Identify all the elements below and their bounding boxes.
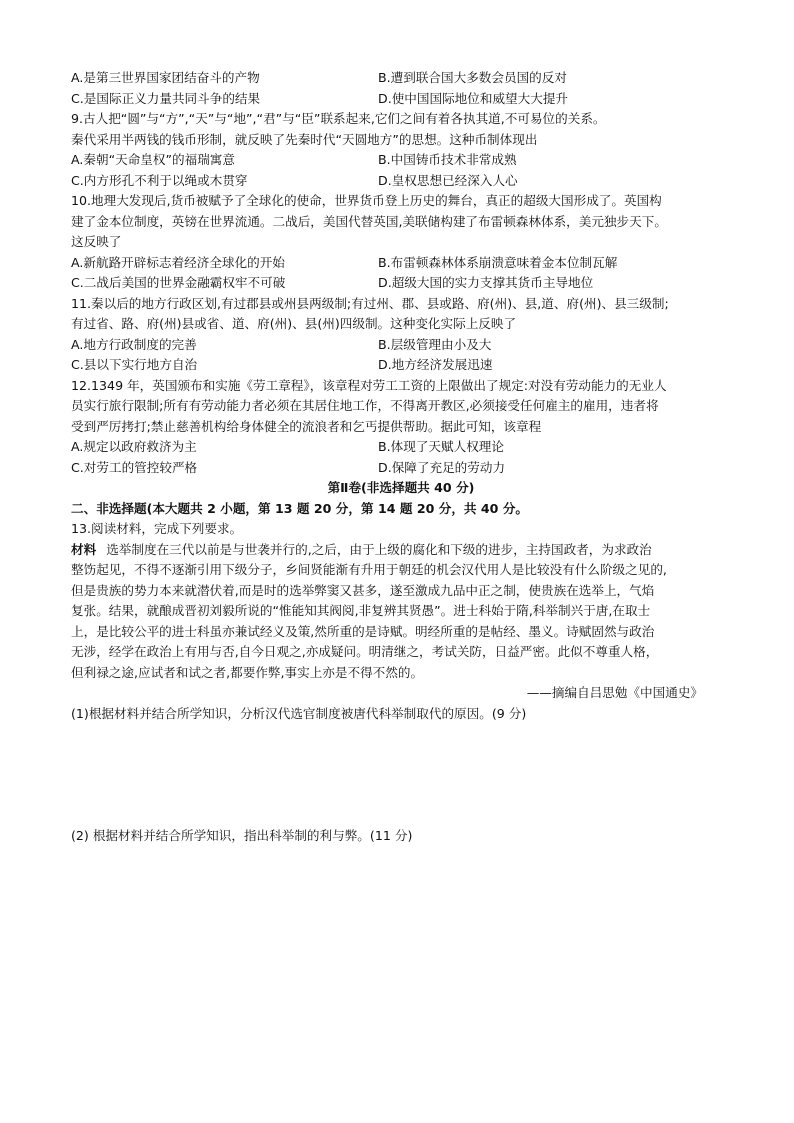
- q13-material-line-7: 但利禄之途,应试者和试之者,都要作弊,事实上亦是不得不然的。: [71, 664, 424, 680]
- q13-material-line-5: 上，是比较公平的进士科虽亦兼试经义及策,然所重的是诗赋。明经所重的是帖经、墨义。诗赋固然与政治: [71, 623, 655, 639]
- q12-options-row-2: [71, 458, 731, 479]
- q8-option-b: B.遭到联合国大多数会员国的反对: [378, 70, 567, 85]
- q9-stem-line-1: 9.古人把“圆”与“方”,“天”与“地”,“君”与“臣”联系起来,它们之间有着各执其道,不可易位的关系。: [71, 111, 606, 126]
- q13-part-2: (2) 根据材料并结合所学知识，指出科举制的利与弊。(11 分): [71, 828, 413, 843]
- q10-stem-line-3: 这反映了: [71, 234, 122, 249]
- q10-stem-line-1: 10.地理大发现后,货币被赋予了全球化的使命，世界货币登上历史的舞台，真正的超级大国形成了。英国构: [71, 193, 662, 208]
- q12-option-d: D.保障了充足的劳动力: [378, 459, 506, 475]
- q13-material-line-3: 但是贵族的势力本来就潜伏着,而是时的选举弊窦又甚多，遂至激成九品中正之制，使贵族在选举上，气焰: [71, 582, 655, 598]
- q10-option-a: A.新航路开辟标志着经济全球化的开始: [71, 254, 285, 270]
- q10-option-c: C.二战后美国的世界金融霸权牢不可破: [71, 275, 286, 290]
- q9-option-a: A.秦朝“天命皇权”的福瑞寓意: [71, 152, 235, 167]
- q11-stem-line-1: 11.秦以后的地方行政区划,有过郡县或州县两级制;有过州、郡、县或路、府(州)、县,道、府(州)、县三级制;: [71, 295, 669, 311]
- q11-options-row-2: [71, 355, 731, 376]
- q11-stem-line-2: 有过省、路、府(州)县或省、道、府(州)、县(州)四级制。这种变化实际上反映了: [71, 316, 517, 331]
- q9-option-d: D.皇权思想已经深入人心: [378, 172, 518, 188]
- material-text-1: 选举制度在三代以前是与世袭并行的,之后，由于上级的腐化和下级的进步，主持国政者，为求政治: [106, 541, 652, 557]
- q10-options-row-1: [71, 253, 731, 274]
- material-source: ——摘编自吕思勉《中国通史》: [526, 685, 703, 700]
- q8-option-a: A.是第三世界国家团结奋斗的产物: [71, 70, 260, 85]
- q13-material-line-6: 无涉，经学在政治上有用与否,自今日观之,亦成疑问。明清继之，考试关防，日益严密。此似不尊重人格，: [71, 644, 659, 659]
- q9-option-c: C.内方形孔不利于以绳或木贯穿: [71, 172, 248, 188]
- q13-material-line-4: 复张。结果，就酿成晋初刘毅所说的“惟能知其阀阅,非复辨其贤愚”。进士科始于隋,科举制兴于唐,在取士: [71, 603, 651, 618]
- q13-material-line-2: 整饬起见，不得不逐渐引用下级分子，乡间贤能渐有升用于朝廷的机会汉代用人是比较没有什么阶级之见的,: [71, 562, 667, 577]
- q13-part-1: (1)根据材料并结合所学知识，分析汉代选官制度被唐代科举制取代的原因。(9 分): [71, 705, 527, 721]
- q12-option-a: A.规定以政府救济为主: [71, 439, 197, 454]
- material-label: 材料: [71, 541, 97, 557]
- q8-options-row-2: [71, 89, 731, 110]
- q8-option-c: C.是国际正义力量共同斗争的结果: [71, 90, 261, 106]
- q11-option-c: C.县以下实行地方自治: [71, 357, 198, 372]
- q11-option-d: D.地方经济发展迅速: [378, 357, 493, 372]
- exam-page: [71, 68, 731, 847]
- q10-options-row-2: [71, 273, 731, 294]
- q10-option-b: B.布雷顿森林体系崩溃意味着金本位制瓦解: [378, 254, 618, 270]
- q12-option-c: C.对劳工的管控较严格: [71, 459, 198, 475]
- section-2-heading: 二、非选择题(本大题共 2 小题，第 13 题 20 分，第 14 题 20 分，共 40 分。: [71, 500, 529, 516]
- q10-stem-line-2: 建了金本位制度，英镑在世界流通。二战后，美国代替英国,美联储构建了布雷顿森林体系，美元独步天下。: [71, 213, 667, 229]
- section-2-title: 第Ⅱ卷(非选择题共 40 分): [327, 480, 475, 495]
- q8-option-d: D.使中国国际地位和威望大大提升: [378, 90, 569, 106]
- q13-material-line-1: [71, 540, 731, 561]
- q9-options-row-1: [71, 150, 731, 171]
- q12-option-b: B.体现了天赋人权理论: [378, 439, 504, 454]
- q9-stem-line-2: 秦代采用半两钱的钱币形制，就反映了先秦时代“天圆地方”的思想。这种币制体现出: [71, 131, 538, 147]
- q11-option-b: B.层级管理由小及大: [378, 336, 492, 352]
- q13-intro: 13.阅读材料，完成下列要求。: [71, 521, 243, 536]
- q11-option-a: A.地方行政制度的完善: [71, 336, 197, 352]
- q12-stem-line-3: 受到严厉拷打;禁止慈善机构给身体健全的流浪者和乞丐提供帮助。据此可知，该章程: [71, 418, 542, 434]
- q9-option-b: B.中国铸币技术非常成熟: [378, 152, 517, 167]
- q12-options-row-1: [71, 437, 731, 458]
- q10-option-d: D.超级大国的实力支撑其货币主导地位: [378, 275, 594, 290]
- q9-options-row-2: [71, 171, 731, 192]
- q8-options-row-1: [71, 68, 731, 89]
- answer-space-1: [71, 724, 731, 826]
- q11-options-row-1: [71, 335, 731, 356]
- q12-stem-line-2: 员实行旅行限制;所有有劳动能力者必须在其居住地工作，不得离开教区,必须接受任何雇主的雇用，违者将: [71, 398, 659, 413]
- q12-stem-line-1: 12.1349 年，英国颁布和实施《劳工章程》，该章程对劳工工资的上限做出了规定:对没有劳动能力的无业人: [71, 377, 667, 393]
